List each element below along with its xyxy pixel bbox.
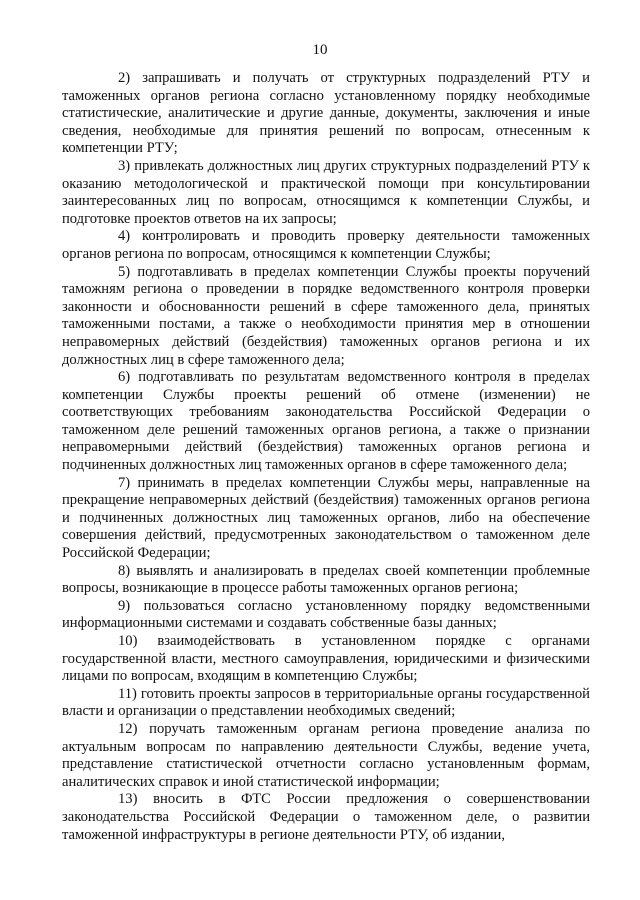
item-number: 10) <box>118 633 138 649</box>
list-item <box>62 598 590 633</box>
item-text: принимать в пределах компетенции Службы меры, направленные на прекращение неправомерных действий (бездействия) таможенных органов региона и подчиненных должностных лиц таможенных органов, либо на обеспечение совершения действий, предусмотренных законодательством о таможенном деле Российской Федерации; <box>62 474 590 562</box>
list-item <box>62 475 590 563</box>
item-text: контролировать и проводить проверку деятельности таможенных органов региона по вопросам, относящимся к компетенции Службы; <box>62 228 590 262</box>
list-item <box>62 791 590 844</box>
list-item <box>62 369 590 475</box>
document-body <box>62 70 590 844</box>
page-number: 10 <box>312 42 328 58</box>
list-item <box>62 70 590 158</box>
item-text: выявлять и анализировать в пределах своей компетенции проблемные вопросы, возникающие в процессе работы таможенных органов региона; <box>62 562 590 597</box>
item-text: готовить проекты запросов в территориальные органы государственной власти и организации о представлении необходимых сведений; <box>62 685 590 720</box>
item-text: подготавливать по результатам ведомственного контроля в пределах компетенции Службы проекты решений об отмене (изменении) не соответствующих требованиям законодательства Российской Федерации о таможенном деле решений таможенных органов региона, а также о признании неправомерными действий (бездействия) таможенных органов региона и подчиненных должностных лиц таможенных органов в сфере таможенного дела; <box>62 369 590 474</box>
item-text: вносить в ФТС России предложения о совершенствовании законодательства Российской Федерации о таможенном деле, о развитии таможенной инфраструктуры в регионе деятельности РТУ, об издании, <box>62 791 590 843</box>
item-number: 2) <box>118 70 131 86</box>
item-text: пользоваться согласно установленному порядку ведомственными информационными системами и создавать собственные базы данных; <box>62 597 591 632</box>
item-number: 11) <box>118 685 137 702</box>
list-item <box>62 633 590 686</box>
item-number: 4) <box>118 228 131 245</box>
item-text: подготавливать в пределах компетенции Службы проекты поручений таможням региона о проведении в порядке ведомственного контроля проверки законности и обоснованности решений в сфере таможенного дела, принятых таможенными постами, а также о необходимости принятия мер в отношении неправомерных действий (бездействия) таможенных органов региона и их должностных лиц в сфере таможенного дела; <box>62 263 590 368</box>
item-number: 5) <box>118 263 131 280</box>
item-number: 12) <box>118 720 138 737</box>
item-text: привлекать должностных лиц других структурных подразделений РТУ к оказанию методологической и практической помощи при консультировании заинтересованных лиц по вопросам, относящимся к компетенции Службы, и подготовке проектов ответов на их запросы; <box>62 157 590 227</box>
item-number: 6) <box>118 369 131 386</box>
item-text: взаимодействовать в установленном порядке с органами государственной власти, местного самоуправления, юридическими и физическими лицами по вопросам, входящим в компетенцию Службы; <box>62 633 590 685</box>
item-text: запрашивать и получать от структурных подразделений РТУ и таможенных органов региона согласно установленному порядку необходимые статистические, аналитические и другие данные, документы, заключения и иные сведения, необходимые для принятия решений по вопросам, отнесенным к компетенции РТУ; <box>62 70 590 157</box>
item-number: 7) <box>118 474 131 491</box>
list-item <box>62 563 590 598</box>
list-item <box>62 264 590 370</box>
list-item <box>62 158 590 228</box>
item-text: поручать таможенным органам региона проведение анализа по актуальным вопросам по направлению деятельности Службы, ведение учета, представление статистической отчетности согласно установленным формам, аналитических справок и иной статистической информации; <box>62 720 590 790</box>
item-number: 13) <box>118 791 138 808</box>
list-item <box>62 686 590 721</box>
list-item <box>62 228 590 263</box>
item-number: 8) <box>118 562 131 579</box>
item-number: 9) <box>118 597 131 614</box>
item-number: 3) <box>118 157 131 174</box>
list-item <box>62 721 590 791</box>
